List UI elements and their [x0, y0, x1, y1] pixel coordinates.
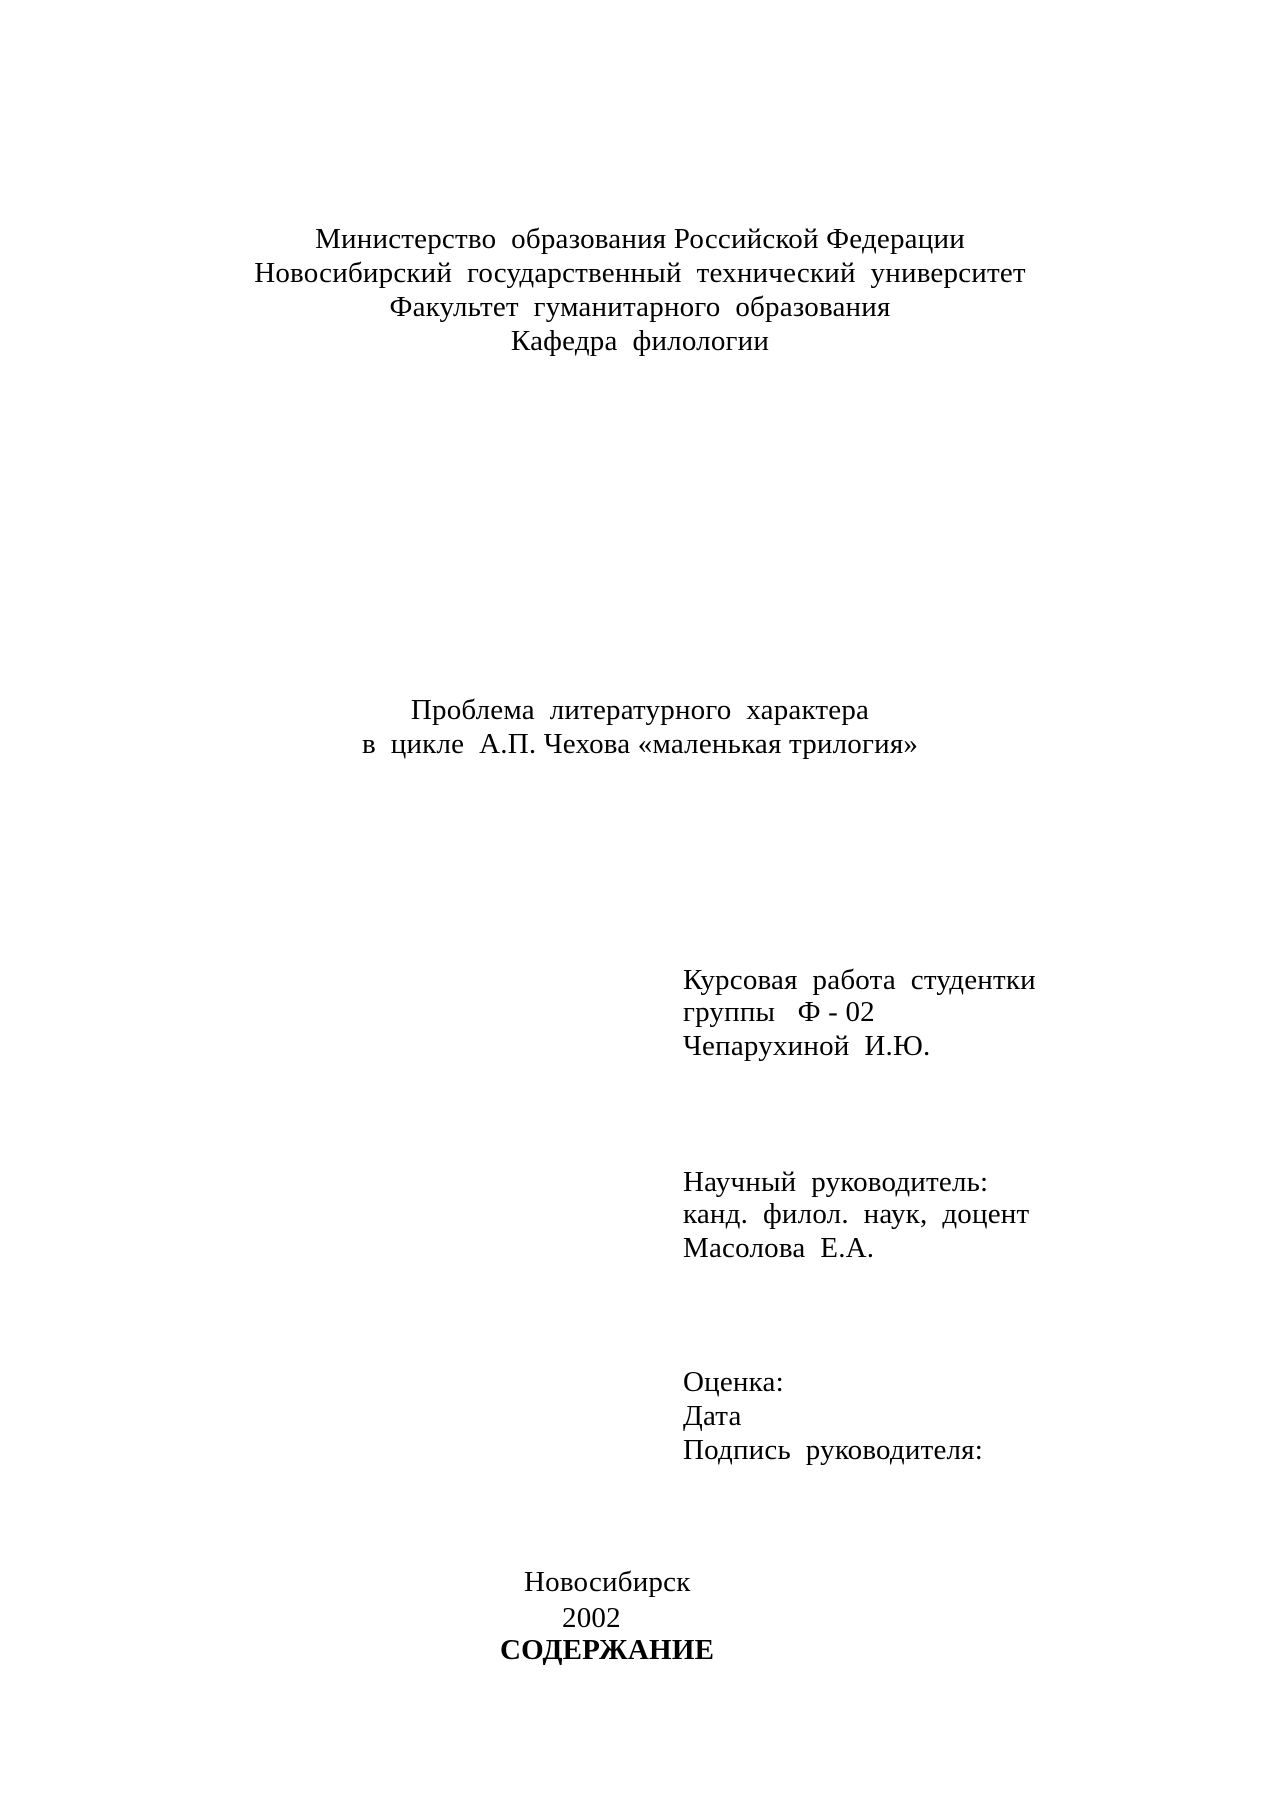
signature-label: Подпись руководителя:: [683, 1434, 983, 1466]
author-line-1: Курсовая работа студентки: [683, 964, 1036, 996]
year-line: 2002: [562, 1602, 621, 1634]
work-title-line-2: в цикле А.П. Чехова «маленькая трилогия»: [361, 728, 919, 760]
supervisor-line-1: Научный руководитель:: [683, 1166, 989, 1198]
department-line: Кафедра филологии: [510, 325, 770, 357]
author-line-2: группы Ф - 02: [683, 996, 875, 1028]
university-line: Новосибирский государственный технический университет: [254, 257, 1026, 289]
grade-label: Оценка:: [683, 1366, 784, 1398]
date-label: Дата: [683, 1400, 742, 1432]
contents-heading: СОДЕРЖАНИЕ: [500, 1634, 715, 1666]
city-line: Новосибирск: [524, 1566, 691, 1598]
author-line-3: Чепарухиной И.Ю.: [683, 1030, 931, 1062]
ministry-line: Министерство образования Российской Федерации: [315, 223, 965, 255]
work-title-line-1: Проблема литературного характера: [410, 694, 870, 726]
faculty-line: Факультет гуманитарного образования: [389, 291, 891, 323]
supervisor-line-2: канд. филол. наук, доцент: [683, 1198, 1030, 1230]
supervisor-line-3: Масолова Е.А.: [683, 1232, 875, 1264]
